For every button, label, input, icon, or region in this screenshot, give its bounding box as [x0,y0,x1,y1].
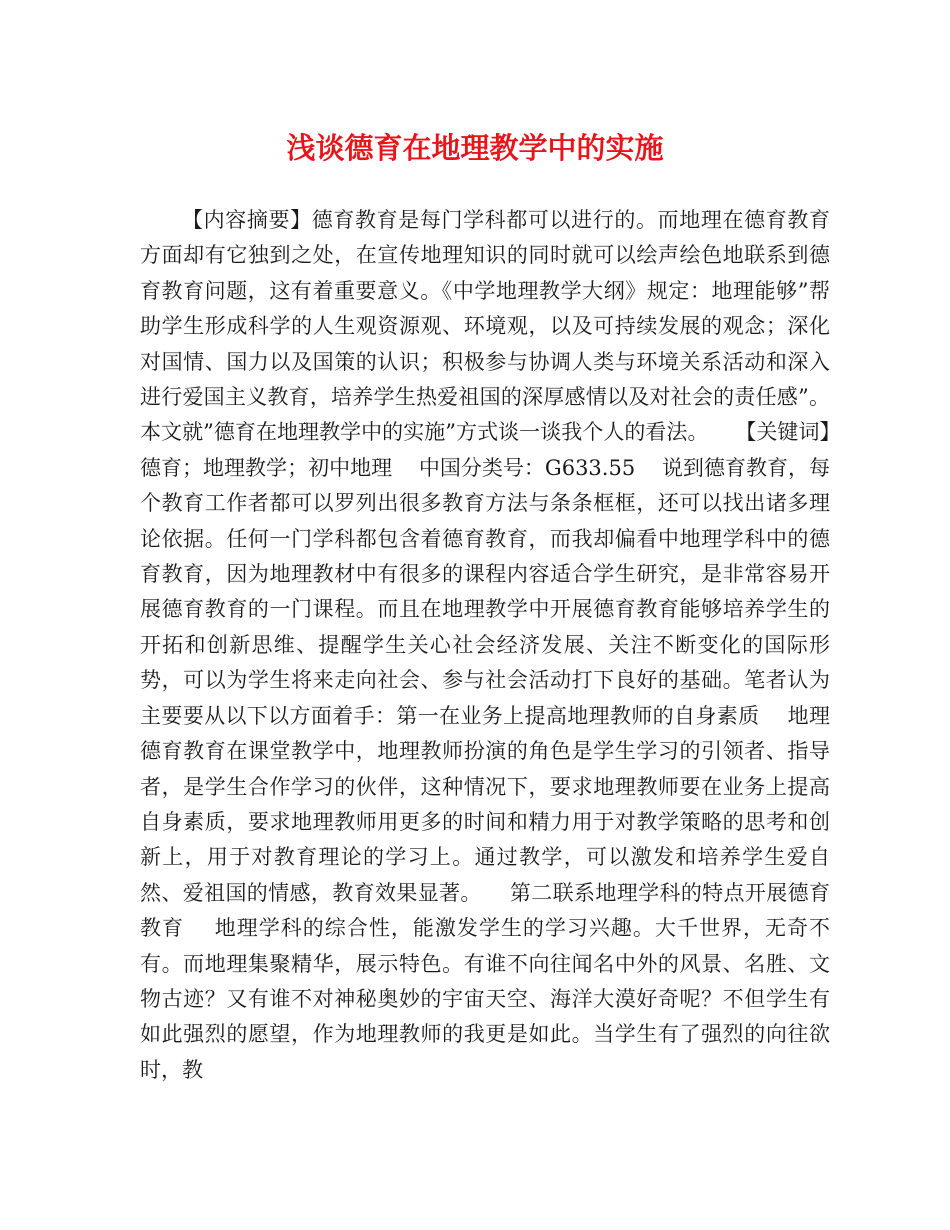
body-paragraph: 【内容摘要】德育教育是每门学科都可以进行的。而地理在德育教育方面却有它独到之处，在宣传地理知识的同时就可以绘声绘色地联系到德育教育问题，这有着重要意义。《中学地理教学大纲》规定：地理能够”帮助学生形成科学的人生观资源观、环境观，以及可持续发展的观念；深化对国情、国力以及国策的认识；积极参与协调人类与环境关系活动和深入进行爱国主义教育，培养学生热爱祖国的深厚感情以及对社会的责任感”。本文就”德育在地理教学中的实施”方式谈一谈我个人的看法。 【关键词】德育；地理教学；初中地理 中国分类号：G633.55 说到德育教育，每个教育工作者都可以罗列出很多教育方法与条条框框，还可以找出诸多理论依据。任何一门学科都包含着德育教育，而我却偏看中地理学科中的德育教育，因为地理教材中有很多的课程内容适合学生研究，是非常容易开展德育教育的一门课程。而且在地理教学中开展德育教育能够培养学生的开拓和创新思维、提醒学生关心社会经济发展、关注不断变化的国际形势，可以为学生将来走向社会、参与社会活动打下良好的基础。笔者认为主要要从以下以方面着手：第一在业务上提高地理教师的自身素质 地理德育教育在课堂教学中，地理教师扮演的角色是学生学习的引领者、指导者，是学生合作学习的伙伴，这种情况下，要求地理教师要在业务上提高自身素质，要求地理教师用更多的时间和精力用于对教学策略的思考和创新上，用于对教育理论的学习上。通过教学，可以激发和培养学生爱自然、爱祖国的情感，教育效果显著。 第二联系地理学科的特点开展德育教育 地理学科的综合性，能激发学生的学习兴趣。大千世界，无奇不有。而地理集聚精华，展示特色。有谁不向往闻名中外的风景、名胜、文物古迹？又有谁不对神秘奥妙的宇宙天空、海洋大漠好奇呢？不但学生有如此强烈的愿望，作为地理教师的我更是如此。当学生有了强烈的向往欲时，教 [140,208,830,1082]
page-title: 浅谈德育在地理教学中的实施 [286,131,664,165]
